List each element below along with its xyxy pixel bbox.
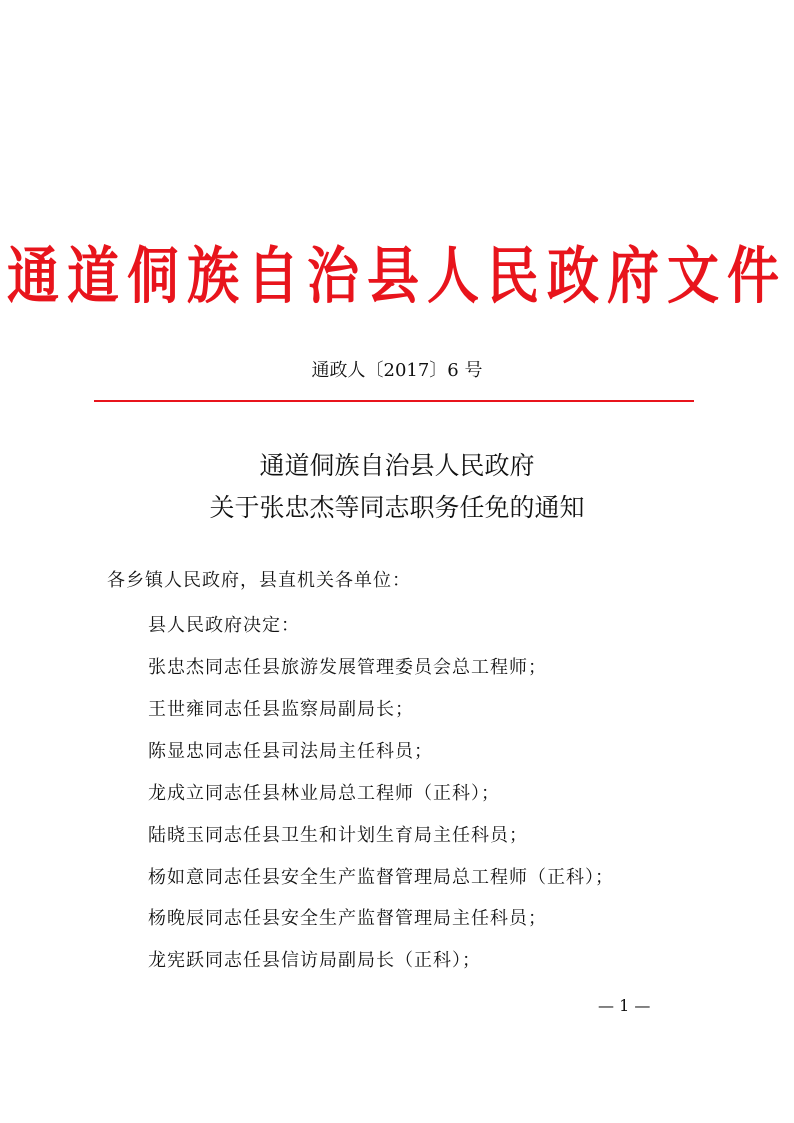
salutation: 各乡镇人民政府，县直机关各单位： [107,570,411,591]
masthead-title: 通道侗族自治县人民政府文件 [6,241,787,313]
page-number: — 1 — [598,996,651,1015]
decision-intro: 县人民政府决定： [148,615,300,636]
document-number: 通政人〔2017〕6 号 [311,360,483,381]
red-separator-line [94,400,694,402]
appointment-item: 陆晓玉同志任县卫生和计划生育局主任科员； [148,825,528,846]
appointment-item: 陈显忠同志任县司法局主任科员； [148,741,433,762]
appointment-item: 张忠杰同志任县旅游发展管理委员会总工程师； [148,657,547,678]
appointment-item: 杨晚辰同志任县安全生产监督管理局主任科员； [148,908,547,929]
appointment-item: 王世雍同志任县监察局副局长； [148,699,414,720]
document-title-line-2: 关于张忠杰等同志职务任免的通知 [209,493,585,522]
appointment-item: 龙成立同志任县林业局总工程师（正科）； [148,783,500,804]
appointment-item: 龙宪跃同志任县信访局副局长（正科）； [148,950,481,971]
appointment-item: 杨如意同志任县安全生产监督管理局总工程师（正科）； [148,867,614,888]
document-title-line-1: 通道侗族自治县人民政府 [259,451,535,480]
